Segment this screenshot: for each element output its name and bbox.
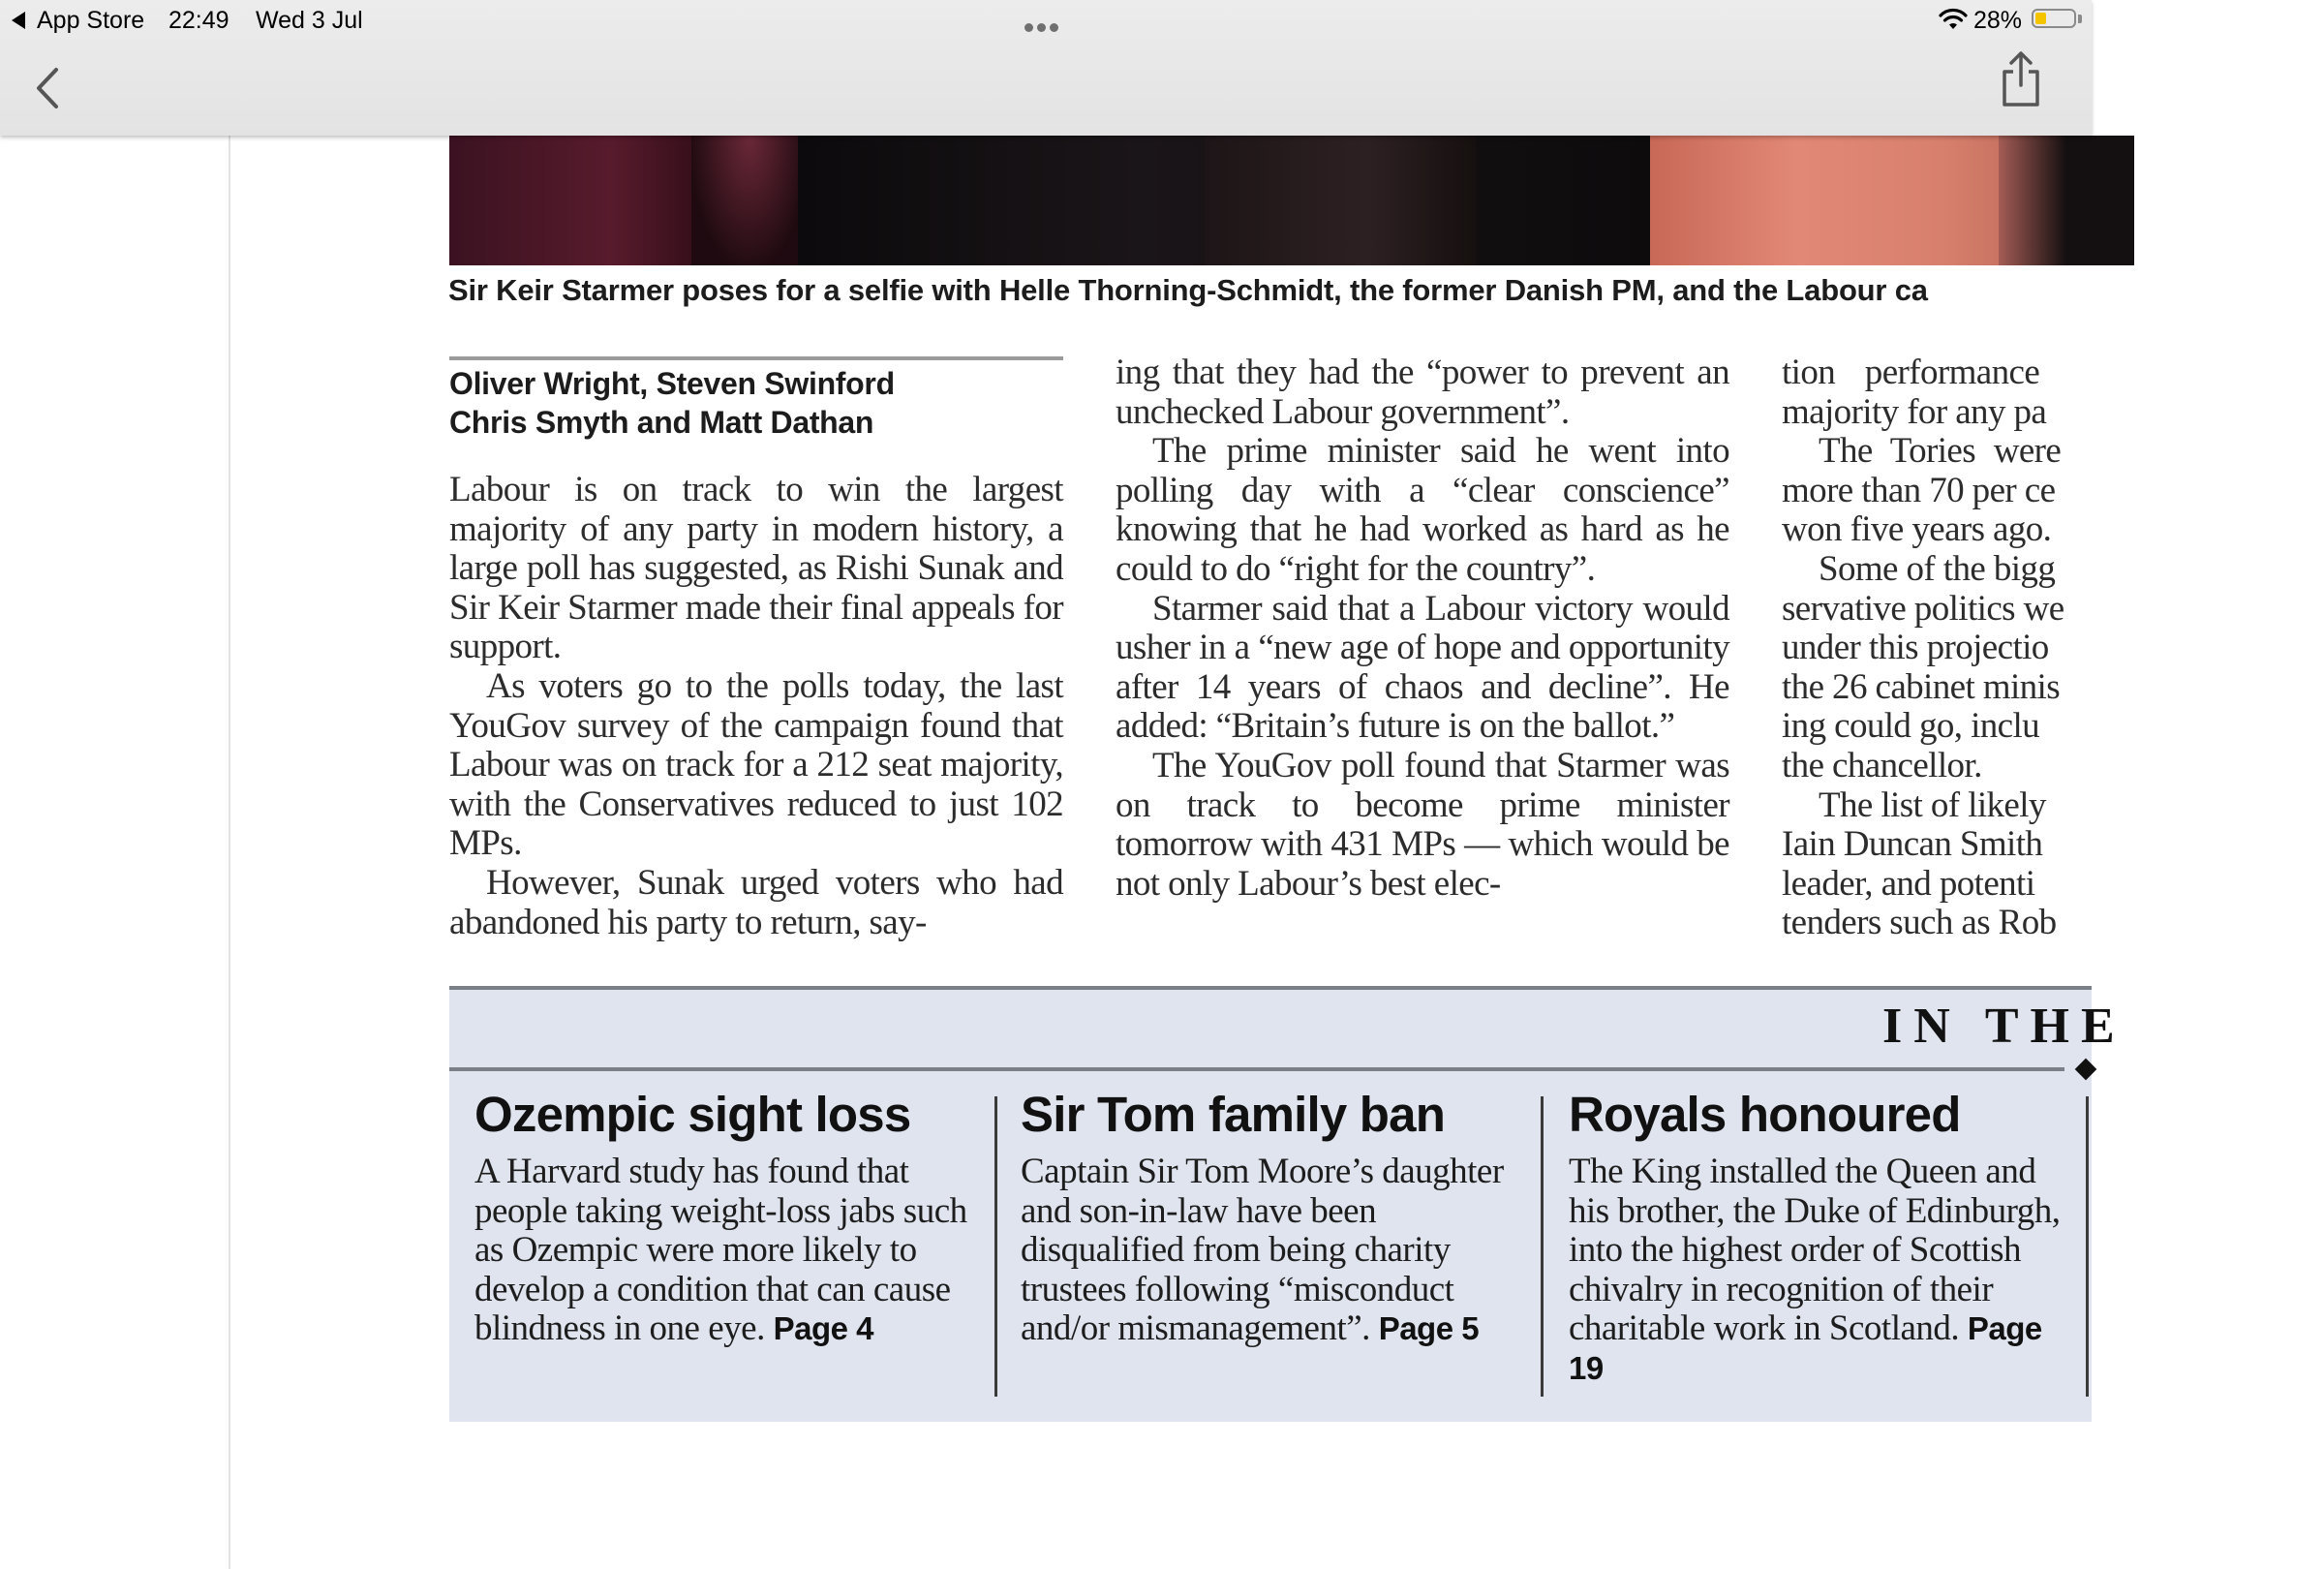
teaser-royals[interactable] (1569, 1085, 2072, 1389)
paragraph: The prime minister said he went into polling day with a “clear conscience” knowing that he had worked as hard as he could to do “right for the country”. (1116, 431, 1729, 589)
teaser-divider (994, 1096, 997, 1397)
byline (449, 364, 1069, 442)
paragraph: As voters go to the polls today, the last YouGov survey of the campaign found that Labour was on track for a 212 seat majority, with the Conservatives reduced to just 102 MPs. (449, 665, 1063, 864)
line: the chancellor. (1782, 745, 1982, 785)
page-margin-divider (229, 136, 230, 1569)
line: leader, and potenti (1782, 863, 2035, 904)
battery-icon (2032, 9, 2076, 28)
teaser-body: Captain Sir Tom Moore’s daughter and son-in-law have been disqualified from being charity trustees following “misconduct and/or mismanagement”. (1021, 1152, 1504, 1349)
back-to-app-icon[interactable] (12, 12, 25, 29)
wifi-icon (1939, 8, 1968, 31)
teaser-page-ref[interactable]: Page 5 (1378, 1310, 1480, 1347)
teaser-body: A Harvard study has found that people taking weight-loss jabs such as Ozempic were more likely to develop a condition that can cause blindness in one eye. (474, 1152, 967, 1349)
paragraph: The YouGov poll found that Starmer was on track to become prime minister tomorrow with 431 MPs — which would be not only Labour’s best elec- (1116, 745, 1729, 904)
teaser-text (1021, 1153, 1524, 1349)
panel-heading-rule (449, 1067, 2064, 1071)
panel-heading: IN THE (1882, 999, 2126, 1054)
byline-line-1: Oliver Wright, Steven Swinford (449, 366, 895, 401)
panel-top-rule (449, 986, 2092, 990)
byline-rule (449, 356, 1063, 360)
share-icon[interactable] (1999, 50, 2043, 108)
photo-caption: Sir Keir Starmer poses for a selfie with Helle Thorning-Schmidt, the former Danish PM, and the Labour ca (448, 273, 1928, 307)
battery-nub (2078, 15, 2082, 23)
line: the 26 cabinet minis (1782, 666, 2061, 707)
multitasking-dots-icon[interactable] (1024, 19, 1067, 29)
article-column-3 (1782, 354, 2324, 943)
line: under this projectio (1782, 628, 2049, 668)
paragraph: ing that they had the “power to prevent an unchecked Labour government”. (1116, 353, 1729, 432)
back-to-app-link[interactable]: App Store (37, 7, 145, 34)
byline-line-2: Chris Smyth and Matt Dathan (449, 405, 874, 440)
line: tenders such as Rob (1782, 903, 2057, 943)
top-toolbar (0, 0, 2092, 136)
teaser-title: Ozempic sight loss (474, 1087, 911, 1142)
paragraph: Starmer said that a Labour victory would usher in a “new age of hope and opportunity after 14 years of chaos and decline”. He added: “Britain’s future is on the ballot.” (1116, 588, 1729, 747)
paragraph: Labour is on track to win the largest majority of any party in modern history, a large poll has suggested, as Rishi Sunak and Sir Keir Starmer made their final appeals for support. (449, 470, 1063, 667)
line: ing could go, inclu (1782, 706, 2040, 747)
line: The list of likely (1819, 784, 2046, 825)
teaser-page-ref[interactable]: Page 19 (1569, 1310, 2042, 1386)
battery-percentage: 28% (1973, 7, 2023, 34)
article-photo (449, 136, 2092, 265)
line: The Tories were (1819, 431, 2062, 472)
teaser-ozempic[interactable] (474, 1085, 978, 1349)
teaser-title: Royals honoured (1569, 1087, 1961, 1142)
article-column-2 (1116, 354, 1729, 904)
teaser-text (474, 1153, 978, 1349)
line: Some of the bigg (1819, 548, 2056, 589)
line: won five years ago. (1782, 509, 2052, 550)
line: Iain Duncan Smith (1782, 824, 2043, 865)
teaser-divider (1541, 1096, 1544, 1397)
teaser-text (1569, 1153, 2072, 1389)
back-chevron-icon[interactable] (29, 64, 68, 112)
teaser-title: Sir Tom family ban (1021, 1087, 1446, 1142)
paragraph: However, Sunak urged voters who had abandoned his party to return, say- (449, 862, 1063, 942)
line: tion performance (1782, 353, 2040, 392)
clock: 22:49 (168, 7, 229, 34)
date: Wed 3 Jul (256, 7, 363, 34)
line: servative politics we (1782, 588, 2064, 629)
teaser-body: The King installed the Queen and his brother, the Duke of Edinburgh, into the highest order of Scottish chivalry in recognition of their charitable work in Scotland. (1569, 1152, 2061, 1349)
article-column-1 (449, 471, 1063, 942)
teaser-page-ref[interactable]: Page 4 (773, 1310, 873, 1347)
teaser-divider (2086, 1096, 2089, 1397)
line: more than 70 per ce (1782, 470, 2056, 510)
teaser-sir-tom[interactable] (1021, 1085, 1524, 1349)
line: majority for any pa (1782, 391, 2047, 432)
